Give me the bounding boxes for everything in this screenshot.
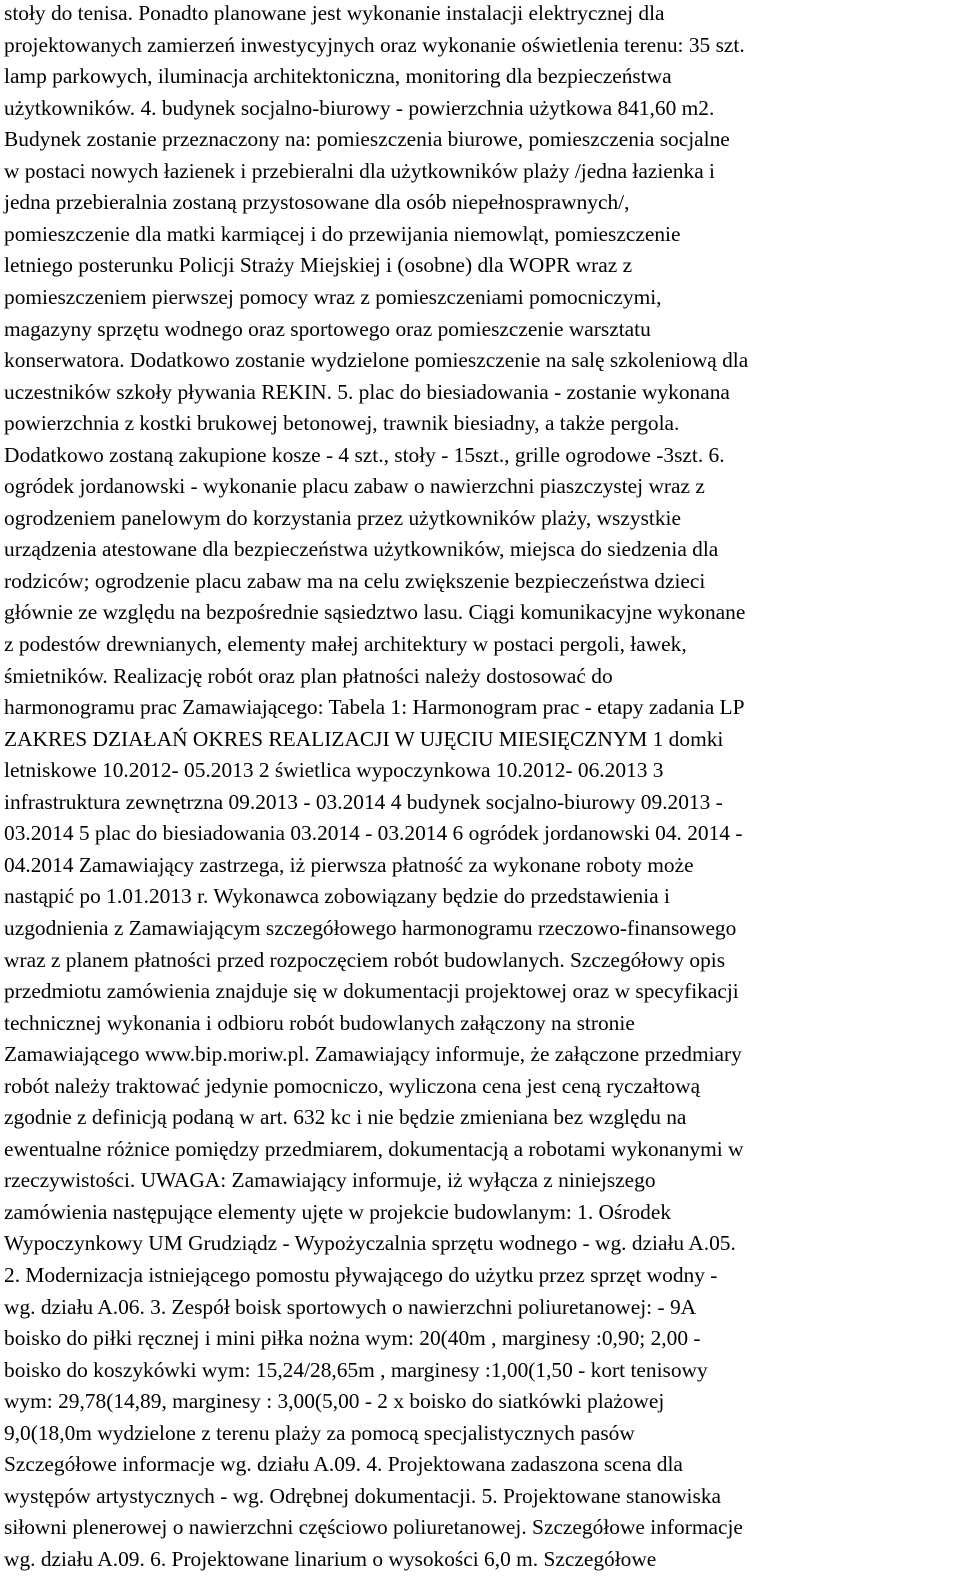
- text-line: lamp parkowych, iluminacja architektoniczna, monitoring dla bezpieczeństwa: [4, 64, 672, 89]
- text-line: występów artystycznych - wg. Odrębnej dokumentacji. 5. Projektowane stanowiska: [4, 1483, 722, 1508]
- text-line: zamówienia następujące elementy ujęte w projekcie budowlanym: 1. Ośrodek: [4, 1199, 672, 1224]
- text-line: zgodnie z definicją podaną w art. 632 kc i nie będzie zmieniana bez względu na: [4, 1105, 687, 1130]
- text-line: infrastruktura zewnętrzna 09.2013 - 03.2014 4 budynek socjalno-biurowy 09.2013 -: [4, 789, 723, 814]
- text-line: 03.2014 5 plac do biesiadowania 03.2014 - 03.2014 6 ogródek jordanowski 04. 2014 -: [4, 821, 743, 846]
- text-line: stoły do tenisa. Ponadto planowane jest wykonanie instalacji elektrycznej dla: [4, 1, 665, 25]
- text-line: Wypoczynkowy UM Grudziądz - Wypożyczalnia sprzętu wodnego - wg. działu A.05.: [4, 1231, 736, 1256]
- text-line: letniskowe 10.2012- 05.2013 2 świetlica wypoczynkowa 10.2012- 06.2013 3: [4, 758, 664, 783]
- text-line: rodziców; ogrodzenie placu zabaw ma na celu zwiększenie bezpieczeństwa dzieci: [4, 568, 706, 593]
- text-line: ewentualne różnice pomiędzy przedmiarem, dokumentacją a robotami wykonanymi w: [4, 1136, 744, 1161]
- text-line: urządzenia atestowane dla bezpieczeństwa użytkowników, miejsca do siedzenia dla: [4, 537, 719, 562]
- text-line: rzeczywistości. UWAGA: Zamawiający informuje, iż wyłącza z niniejszego: [4, 1168, 656, 1193]
- text-line: 9,0(18,0m wydzielone z terenu plaży za pomocą specjalistycznych pasów: [4, 1420, 635, 1445]
- text-line: uczestników szkoły pływania REKIN. 5. plac do biesiadowania - zostanie wykonana: [4, 379, 730, 404]
- text-line: konserwatora. Dodatkowo zostanie wydzielone pomieszczenie na salę szkoleniową dla: [4, 348, 749, 373]
- text-line: Dodatkowo zostaną zakupione kosze - 4 szt., stoły - 15szt., grille ogrodowe -3szt. 6.: [4, 442, 725, 467]
- text-line: Zamawiającego www.bip.moriw.pl. Zamawiający informuje, że załączone przedmiary: [4, 1042, 742, 1067]
- text-line: z podestów drewnianych, elementy małej architektury w postaci pergoli, ławek,: [4, 632, 687, 656]
- text-line: ZAKRES DZIAŁAŃ OKRES REALIZACJI W UJĘCIU MIESIĘCZNYM 1 domki: [4, 726, 724, 751]
- text-line: jedna przebieralnia zostaną przystosowane dla osób niepełnosprawnych/,: [4, 190, 630, 215]
- text-line: technicznej wykonania i odbioru robót budowlanych załączony na stronie: [4, 1010, 635, 1035]
- text-line: ogródek jordanowski - wykonanie placu zabaw o nawierzchni piaszczystej wraz z: [4, 474, 705, 499]
- text-line: wg. działu A.09. 6. Projektowane linarium o wysokości 6,0 m. Szczegółowe: [4, 1546, 657, 1571]
- text-line: uzgodnienia z Zamawiającym szczegółowego harmonogramu rzeczowo-finansowego: [4, 915, 737, 940]
- text-line: magazyny sprzętu wodnego oraz sportowego oraz pomieszczenie warsztatu: [4, 316, 651, 341]
- text-line: Budynek zostanie przeznaczony na: pomieszczenia biurowe, pomieszczenia socjalne: [4, 127, 730, 152]
- text-line: Szczegółowe informacje wg. działu A.09. 4. Projektowana zadaszona scena dla: [4, 1452, 683, 1477]
- text-line: robót należy traktować jedynie pomocniczo, wyliczona cena jest ceną ryczałtową: [4, 1073, 701, 1098]
- text-line: projektowanych zamierzeń inwestycyjnych oraz wykonanie oświetlenia terenu: 35 szt.: [4, 32, 745, 57]
- text-line: powierzchnia z kostki brukowej betonowej, trawnik biesiadny, a także pergola.: [4, 411, 680, 436]
- text-line: letniego posterunku Policji Straży Miejskiej i (osobne) dla WOPR wraz z: [4, 253, 633, 278]
- text-line: harmonogramu prac Zamawiającego: Tabela 1: Harmonogram prac - etapy zadania LP: [4, 695, 745, 720]
- text-line: głównie ze względu na bezpośrednie sąsiedztwo lasu. Ciągi komunikacyjne wykonane: [4, 600, 746, 625]
- text-line: ogrodzeniem panelowym do korzystania przez użytkowników plaży, wszystkie: [4, 505, 681, 530]
- text-line: boisko do piłki ręcznej i mini piłka nożna wym: 20(40m , marginesy :0,90; 2,00 -: [4, 1326, 701, 1351]
- text-line: wraz z planem płatności przed rozpoczęciem robót budowlanych. Szczegółowy opis: [4, 947, 726, 972]
- text-line: śmietników. Realizację robót oraz plan płatności należy dostosować do: [4, 663, 613, 688]
- text-line: przedmiotu zamówienia znajduje się w dokumentacji projektowej oraz w specyfikacji: [4, 979, 739, 1004]
- text-line: wg. działu A.06. 3. Zespół boisk sportowych o nawierzchni poliuretanowej: - 9A: [4, 1294, 697, 1319]
- text-line: 04.2014 Zamawiający zastrzega, iż pierwsza płatność za wykonane roboty może: [4, 852, 694, 877]
- text-line: użytkowników. 4. budynek socjalno-biurowy - powierzchnia użytkowa 841,60 m2.: [4, 95, 715, 120]
- text-line: 2. Modernizacja istniejącego pomostu pływającego do użytku przez sprzęt wodny -: [4, 1263, 718, 1287]
- text-line: siłowni plenerowej o nawierzchni częściowo poliuretanowej. Szczegółowe informacje: [4, 1515, 743, 1540]
- text-line: boisko do koszykówki wym: 15,24/28,65m , marginesy :1,00(1,50 - kort tenisowy: [4, 1357, 708, 1382]
- text-line: pomieszczeniem pierwszej pomocy wraz z pomieszczeniami pomocniczymi,: [4, 284, 662, 309]
- text-line: pomieszczenie dla matki karmiącej i do przewijania niemowląt, pomieszczenie: [4, 221, 681, 246]
- text-line: wym: 29,78(14,89, marginesy : 3,00(5,00 - 2 x boisko do siatkówki plażowej: [4, 1389, 665, 1414]
- text-line: w postaci nowych łazienek i przebieralni dla użytkowników plaży /jedna łazienka i: [4, 158, 715, 183]
- text-line: nastąpić po 1.01.2013 r. Wykonawca zobowiązany będzie do przedstawienia i: [4, 884, 670, 909]
